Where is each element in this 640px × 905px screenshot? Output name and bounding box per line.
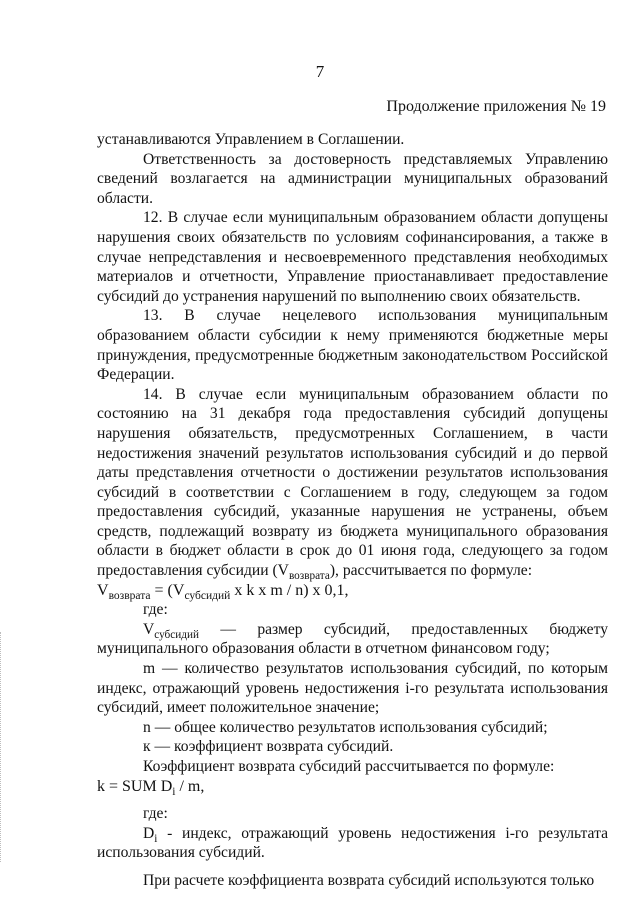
definition-v-subsidies: $V_{субсидий}$ — размер субсидий, предоставленных бюджету муниципального образования области в отчетном финансовом году;	[97, 620, 608, 658]
definition-m: m — количество результатов использования субсидий, по которым индекс, отражающий уровень недостижения i-го результата использования субсидий, имеет положительное значение;	[97, 660, 608, 717]
definition-d: $D_i$ - индекс, отражающий уровень недостижения i-го результата использования субсидий.	[97, 824, 608, 862]
paragraph-12: 12. В случае если муниципальным образованием области допущены нарушения своих обязательств по условиям софинансирования, а также в случае непредставления и несвоевременного представления необходимых материалов и отчетности, Управление приостанавливает предоставление субсидий до устранения нарушений по выполнению своих обязательств.	[97, 209, 608, 305]
coefficient-intro: Коэффициент возврата субсидий рассчитывается по формуле:	[143, 758, 555, 775]
paragraph-14: 14. В случае если муниципальным образованием области по состоянию на 31 декабря года предоставления субсидий допущены нарушения обязательств, предусмотренных Соглашением, в части недостижения значений результатов использования субсидий и до первой даты представления отчетности о достижении результатов использования субсидий в соответствии с Соглашением в году, следующем за годом предоставления субсидий, указанные нарушения не устранены, объем средств, подлежащий возврату из бюджета муниципального образования области в бюджет области в срок до 01 июня года, следующего за годом предоставления субсидии $(V_{возврата})$, рассчитывается по формуле:	[97, 385, 608, 582]
definition-n: n — общее количество результатов использования субсидий;	[143, 718, 548, 736]
margin-mark	[0, 632, 7, 862]
document-body	[97, 130, 608, 891]
definition-k: к — коэффициент возврата субсидий.	[143, 738, 394, 756]
paragraph-continued: устанавливаются Управлением в Соглашении.	[97, 131, 405, 148]
where-label-2: где:	[143, 805, 168, 823]
formula-refund-volume: $V_{возврата} = (V_{субсидий}$ x k x m / n) x 0,1,	[97, 581, 349, 602]
paragraph-last: При расчете коэффициента возврата субсидий используются только	[143, 871, 595, 889]
appendix-continuation-header: Продолжение приложения № 19	[386, 98, 606, 115]
page-number: 7	[315, 62, 325, 81]
paragraph-13: 13. В случае нецелевого использования муниципальным образованием области субсидии к нему применяются бюджетные меры принуждения, предусмотренные бюджетным законодательством Российской Федерации.	[97, 307, 608, 384]
paragraph-responsibility: Ответственность за достоверность представляемых Управлению сведений возлагается на администрации муниципальных образований области.	[97, 150, 608, 207]
formula-coefficient: k = SUM $D_i$ / m,	[97, 777, 205, 798]
where-label: где:	[143, 601, 168, 619]
